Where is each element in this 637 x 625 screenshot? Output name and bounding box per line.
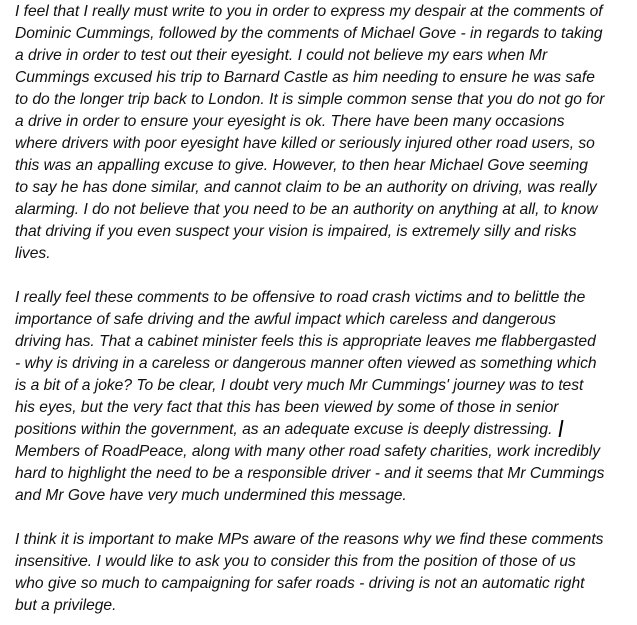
text-line: lives.: [15, 245, 51, 262]
text-line: insensitive. I would like to ask you to consider this from the position of those of us: [15, 553, 576, 570]
paragraph-3: [15, 529, 625, 617]
text-line: who give so much to campaigning for safer roads - driving is not an automatic right: [15, 575, 585, 592]
text-line: that driving if you even suspect your vision is impaired, is extremely silly and risks: [15, 223, 577, 240]
text-line: Members of RoadPeace, along with many other road safety charities, work incredibly: [15, 443, 601, 460]
text-line: driving has. That a cabinet minister feels this is appropriate leaves me flabbergasted: [15, 333, 596, 350]
text-cursor: [559, 420, 564, 437]
paragraph-1: [15, 1, 625, 265]
text-line: a drive in order to test out their eyesight. I could not believe my ears when Mr: [15, 47, 548, 64]
text-line: - why is driving in a careless or dangerous manner often viewed as something which: [15, 355, 597, 372]
text-line: and Mr Gove have very much undermined this message.: [15, 487, 407, 504]
text-line-content: positions within the government, as an adequate excuse is deeply distressing.: [15, 421, 553, 438]
text-line: where drivers with poor eyesight have killed or seriously injured other road users, so: [15, 135, 595, 152]
text-line: alarming. I do not believe that you need to be an authority on anything at all, to know: [15, 201, 598, 218]
text-line: is a bit of a joke? To be clear, I doubt very much Mr Cummings' journey was to test: [15, 377, 584, 394]
text-line: a drive in order to ensure your eyesight is ok. There have been many occasions: [15, 113, 565, 130]
letter-body[interactable]: [15, 1, 625, 617]
paragraph-2: [15, 287, 625, 507]
text-line: but a privilege.: [15, 597, 117, 614]
text-line-with-cursor: [15, 419, 625, 441]
text-line: hard to highlight the need to be a responsible driver - and it seems that Mr Cummings: [15, 465, 605, 482]
text-line: this was an appalling excuse to give. However, to then hear Michael Gove seeming: [15, 157, 588, 174]
text-line: Cummings excused his trip to Barnard Castle as him needing to ensure he was safe: [15, 69, 595, 86]
text-line: importance of safe driving and the awful impact which careless and dangerous: [15, 311, 556, 328]
text-line: Dominic Cummings, followed by the comments of Michael Gove - in regards to taking: [15, 25, 603, 42]
text-line: I really feel these comments to be offensive to road crash victims and to belittle the: [15, 289, 586, 306]
text-line: I feel that I really must write to you in order to express my despair at the comments of: [15, 3, 603, 20]
text-line: his eyes, but the very fact that this has been viewed by some of those in senior: [15, 399, 559, 416]
text-line: to say he has done similar, and cannot claim to be an authority on driving, was really: [15, 179, 597, 196]
text-line: to do the longer trip back to London. It is simple common sense that you do not go for: [15, 91, 605, 108]
text-line: I think it is important to make MPs aware of the reasons why we find these comments: [15, 531, 604, 548]
